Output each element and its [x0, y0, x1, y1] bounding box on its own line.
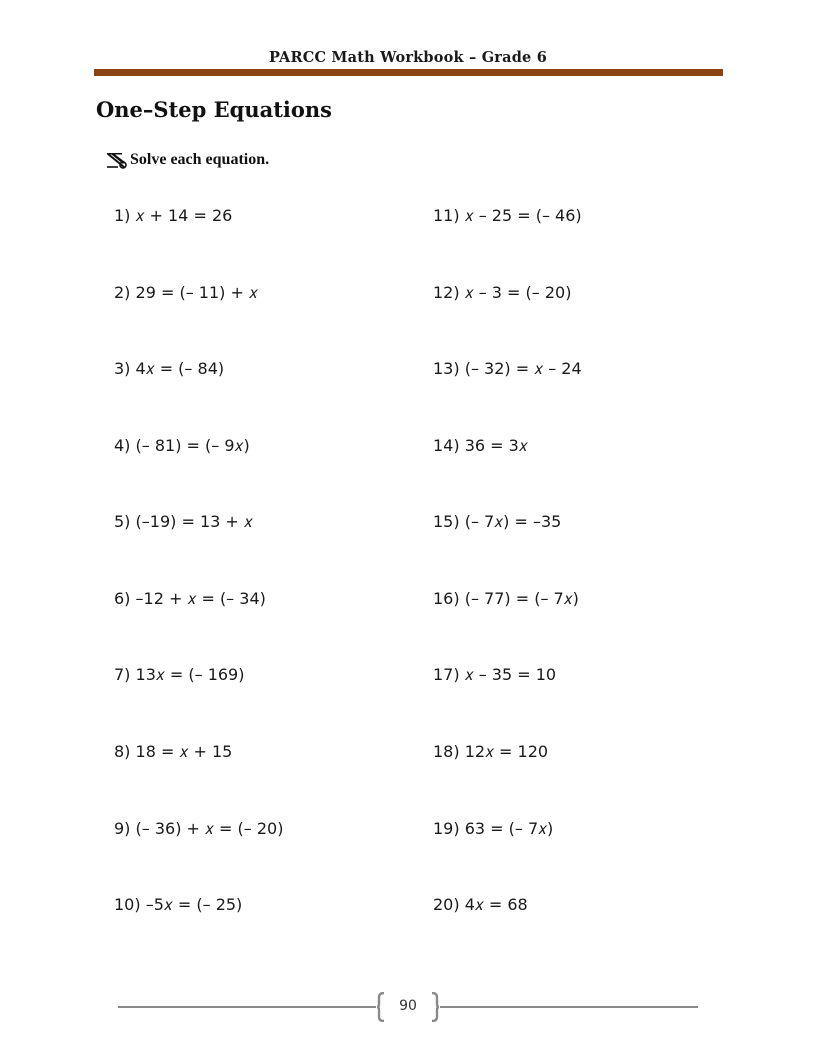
problem-number: 14) — [433, 436, 460, 455]
problem-equation: (– 81) = (– 9𝑥) — [135, 436, 250, 455]
problem-number: 2) — [114, 283, 131, 302]
workbook-header-title: PARCC Math Workbook – Grade 6 — [268, 49, 548, 66]
problem-10 — [114, 895, 242, 915]
footer-divider-right — [440, 1006, 698, 1008]
pencil-icon — [104, 150, 130, 170]
problem-14 — [433, 436, 528, 456]
problem-16 — [433, 589, 579, 609]
problem-13 — [433, 359, 582, 379]
problem-equation: 4𝑥 = (– 84) — [135, 359, 225, 378]
problem-number: 20) — [433, 895, 460, 914]
problem-equation: 13𝑥 = (– 169) — [135, 665, 245, 684]
problem-number: 4) — [114, 436, 131, 455]
problem-number: 6) — [114, 589, 131, 608]
problem-number: 10) — [114, 895, 141, 914]
footer-divider-left — [118, 1006, 376, 1008]
problem-2 — [114, 283, 258, 303]
problem-7 — [114, 665, 244, 685]
problem-equation: (–19) = 13 + 𝑥 — [135, 512, 253, 531]
problem-number: 18) — [433, 742, 460, 761]
problem-number: 19) — [433, 819, 460, 838]
problem-1 — [114, 206, 232, 226]
problem-12 — [433, 283, 571, 303]
problem-equation: (– 77) = (– 7𝑥) — [464, 589, 579, 608]
problem-equation: 63 = (– 7𝑥) — [464, 819, 554, 838]
problem-equation: (– 7𝑥) = –35 — [464, 512, 562, 531]
problem-number: 1) — [114, 206, 131, 225]
problem-9 — [114, 819, 283, 839]
problem-number: 17) — [433, 665, 460, 684]
right-bracket-icon — [430, 992, 440, 1022]
problem-number: 3) — [114, 359, 131, 378]
page-number: 90 — [399, 998, 417, 1014]
problem-number: 11) — [433, 206, 460, 225]
problem-number: 15) — [433, 512, 460, 531]
problem-equation: 12𝑥 = 120 — [464, 742, 549, 761]
problem-11 — [433, 206, 582, 226]
problem-number: 7) — [114, 665, 131, 684]
problem-equation: (– 36) + 𝑥 = (– 20) — [135, 819, 284, 838]
problem-number: 13) — [433, 359, 460, 378]
problem-number: 9) — [114, 819, 131, 838]
problem-18 — [433, 742, 548, 762]
problem-equation: 𝑥 + 14 = 26 — [135, 206, 233, 225]
section-title: One–Step Equations — [96, 97, 332, 122]
problem-15 — [433, 512, 561, 532]
problem-equation: 𝑥 – 35 = 10 — [464, 665, 557, 684]
problem-equation: –5𝑥 = (– 25) — [145, 895, 243, 914]
instruction — [104, 150, 269, 170]
problem-equation: 𝑥 – 3 = (– 20) — [464, 283, 572, 302]
problem-6 — [114, 589, 266, 609]
problem-equation: 29 = (– 11) + 𝑥 — [135, 283, 258, 302]
problem-3 — [114, 359, 224, 379]
instruction-text: Solve each equation. — [130, 151, 270, 168]
header-divider — [94, 69, 723, 76]
problem-equation: 36 = 3𝑥 — [464, 436, 528, 455]
problem-equation: 𝑥 – 25 = (– 46) — [464, 206, 582, 225]
problem-8 — [114, 742, 232, 762]
problem-number: 16) — [433, 589, 460, 608]
problem-number: 8) — [114, 742, 131, 761]
left-bracket-icon — [376, 992, 386, 1022]
problem-19 — [433, 819, 553, 839]
problem-number: 12) — [433, 283, 460, 302]
problem-equation: 18 = 𝑥 + 15 — [135, 742, 233, 761]
problem-equation: 4𝑥 = 68 — [464, 895, 528, 914]
problem-equation: (– 32) = 𝑥 – 24 — [464, 359, 582, 378]
problem-number: 5) — [114, 512, 131, 531]
problem-4 — [114, 436, 250, 456]
problem-5 — [114, 512, 253, 532]
problem-equation: –12 + 𝑥 = (– 34) — [135, 589, 266, 608]
problem-17 — [433, 665, 556, 685]
problem-20 — [433, 895, 528, 915]
